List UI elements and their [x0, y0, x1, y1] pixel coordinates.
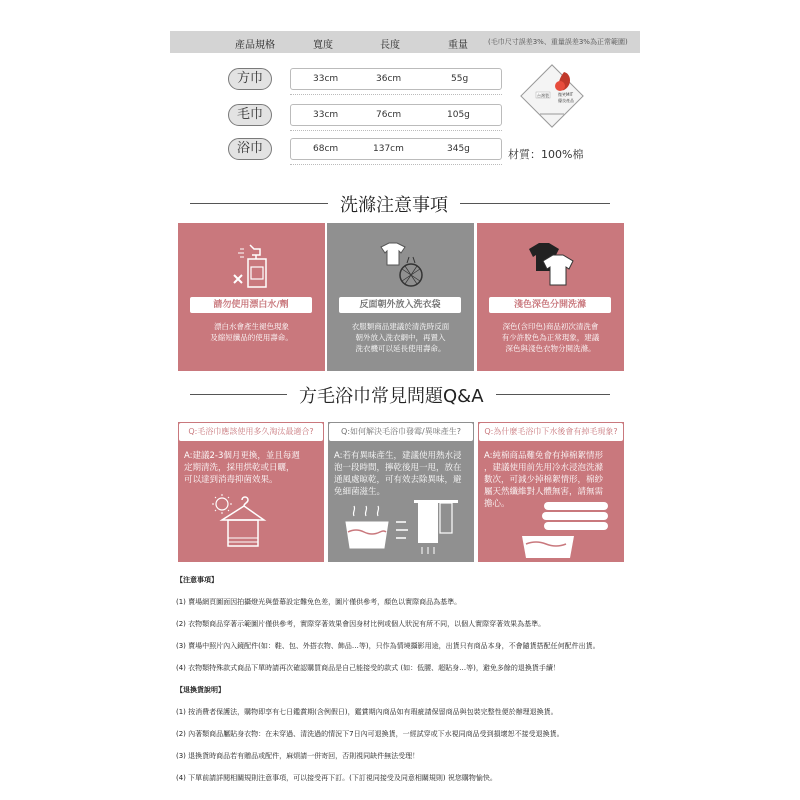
- care-card-text: 深色(含印色)商品初次清洗會 有少許脫色為正常現象，建議 深色與淺色衣物分開洗滌。: [501, 322, 600, 353]
- care-card-label: 請勿使用漂白水/劑: [190, 297, 312, 313]
- width-value: 33cm: [313, 74, 339, 84]
- notice-item: (4) 衣物類特殊款式商品下單時請再次確認購買商品是自己能接受的款式 (如：低腰、超貼身…等)，避免多餘的退換貨手續！: [176, 664, 560, 672]
- tag-text: 微笑MIT: [558, 92, 574, 97]
- spec-header-width: 寬度: [313, 40, 333, 51]
- size-pill: 方巾: [228, 68, 272, 90]
- shirts-icon: [525, 239, 577, 291]
- care-card-separate: [477, 223, 624, 371]
- qa-question: Q:如何解決毛浴巾發霉/異味產生?: [328, 422, 474, 442]
- qa-section-title: 方毛浴巾常見問題Q&A: [287, 382, 496, 408]
- qa-card-lint: [478, 422, 624, 562]
- weight-value: 55g: [451, 74, 469, 84]
- length-value: 36cm: [376, 74, 402, 84]
- care-card-text: 衣服類商品建議於清洗時反面 朝外放入洗衣網中，再置入 洗衣機可以延長使用壽命。: [351, 322, 450, 353]
- mit-tag-icon: [520, 64, 584, 128]
- qa-card-replace: [178, 422, 324, 562]
- care-card-text: 漂白水會產生褪色現象 及縮短纖品的使用壽命。: [210, 322, 293, 342]
- length-value: 76cm: [376, 110, 402, 120]
- soak-dry-icon: [334, 492, 470, 558]
- spec-header-name: 產品規格: [235, 40, 275, 51]
- tag-text: 台灣製: [537, 93, 549, 98]
- tag-text: 優良產品: [558, 98, 574, 103]
- notice-item: (1) 賣場網頁圖面因拍攝燈光與螢幕設定難免色差，圖片僅供參考，顏色以實際商品為基準。: [176, 598, 462, 606]
- spec-row-bathtowel: [228, 138, 490, 160]
- weight-value: 345g: [447, 144, 470, 154]
- size-pill: 毛巾: [228, 104, 272, 126]
- material-label: 材質：100%棉: [508, 148, 584, 161]
- qa-card-odor: [328, 422, 474, 562]
- size-pill: 浴巾: [228, 138, 272, 160]
- care-section-title: 洗滌注意事項: [328, 191, 460, 217]
- spec-row-facecloth: [228, 68, 490, 90]
- spec-header-length: 長度: [380, 40, 400, 51]
- spec-header-weight: 重量: [448, 40, 468, 51]
- qa-answer: A:建議2-3個月更換，並且每週 定期清洗，採用烘乾或日曬， 可以達到消毒抑菌效果。: [184, 451, 300, 485]
- weight-value: 105g: [447, 110, 470, 120]
- length-value: 137cm: [373, 144, 404, 154]
- spec-row-towel: [228, 104, 490, 126]
- return-item: (3) 退換貨時商品若有贈品或配件，麻煩請一併寄回，否則視同缺件無法受理！: [176, 752, 420, 760]
- care-card-label: 淺色深色分開洗滌: [489, 297, 611, 313]
- width-value: 68cm: [313, 144, 339, 154]
- qa-question: Q:為什麼毛浴巾下水後會有掉毛現象?: [478, 422, 624, 442]
- spec-header: [170, 31, 640, 53]
- sun-hanger-icon: [208, 492, 268, 552]
- care-card-no-bleach: [178, 223, 325, 371]
- care-card-label: 反面朝外放入洗衣袋: [339, 297, 461, 313]
- care-card-laundry-bag: [327, 223, 474, 371]
- return-title: 【退換貨說明】: [176, 686, 225, 694]
- return-item: (4) 下單前請詳閱相關規則注意事項，可以接受再下訂。(下訂視同接受及同意相關規則) 祝您購物愉快。: [176, 774, 497, 782]
- qa-answer: A:若有異味產生，建議使用熱水浸 泡一段時間，擰乾後甩一甩，放在 通風處晾乾，可有效去除異味，避 免細菌滋生。: [334, 451, 462, 497]
- bleach-bottle-icon: [226, 241, 276, 291]
- notice-item: (3) 賣場中照片內入鏡配件(如：鞋、包、外搭衣物、飾品…等)，只作為情境攝影用途，出貨只有商品本身，不會隨貨搭配任何配件出貨。: [176, 642, 600, 650]
- laundry-bag-icon: [375, 239, 427, 291]
- return-item: (1) 按消費者保護法，購物即享有七日鑑賞期(含例假日)，鑑賞期內商品如有瑕疵請保留商品與包裝完整性便於辦理退換貨。: [176, 708, 558, 716]
- return-item: (2) 內著類商品屬貼身衣物：在未穿過、清洗過的情況下7日內可退換貨，一經試穿或下水視同商品受到損壞恕不接受退換貨。: [176, 730, 564, 738]
- spec-tolerance-note: (毛巾尺寸誤差3%、重量誤差3%為正常範圍): [488, 38, 628, 46]
- width-value: 33cm: [313, 110, 339, 120]
- qa-answer: A:純棉商品難免會有掉棉絮情形 ，建議使用前先用冷水浸泡洗滌 數次，可減少掉棉絮情形，棉紗 屬天然纖維對人體無害，請無需 擔心。: [484, 451, 604, 509]
- qa-question: Q:毛浴巾應該使用多久淘汰最適合?: [178, 422, 324, 442]
- towel-stack-basin-icon: [518, 496, 618, 560]
- notice-item: (2) 衣物類商品穿著示範圖片僅供參考，實際穿著效果會因身材比例或個人狀況有所不同，以個人實際穿著效果為基準。: [176, 620, 546, 628]
- notice-title: 【注意事項】: [176, 576, 218, 584]
